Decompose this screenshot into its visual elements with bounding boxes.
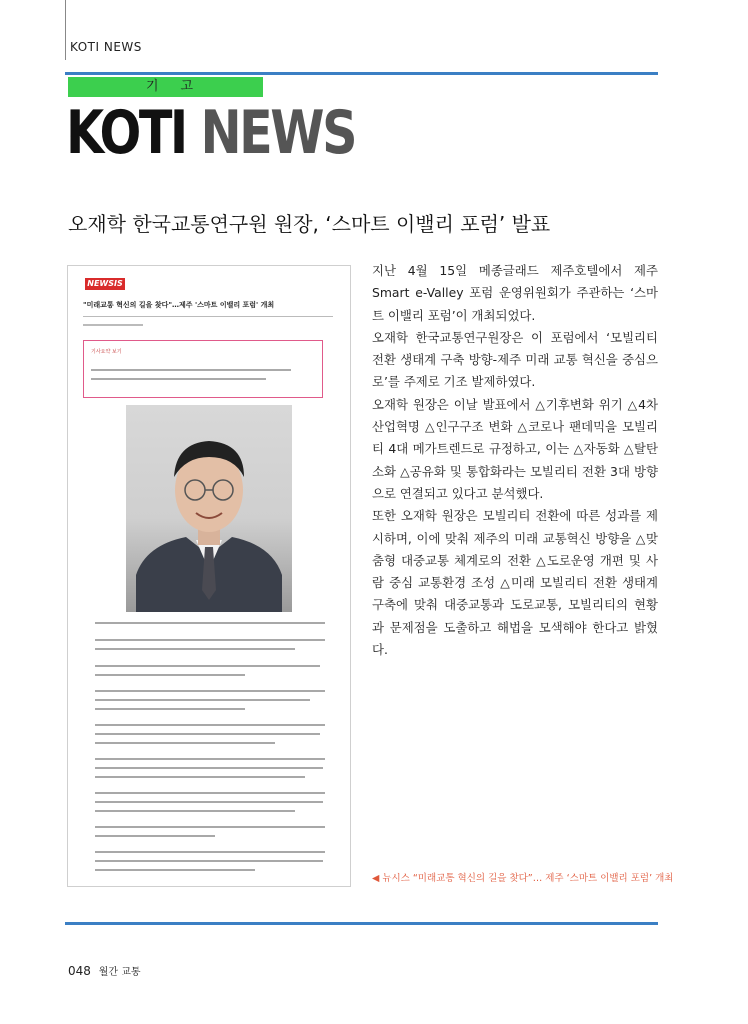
- section-label: KOTI NEWS: [70, 40, 142, 54]
- clipping-text-line: [95, 648, 295, 650]
- masthead-koti: KOTI: [66, 98, 186, 168]
- clipping-text-line: [95, 699, 310, 701]
- clipping-title: "미래교통 혁신의 길을 찾다"…제주 '스마트 이밸리 포럼' 개최: [83, 301, 275, 309]
- clipping-text-line: [95, 810, 295, 812]
- clipping-text-line: [95, 724, 325, 726]
- top-rule: [65, 72, 658, 75]
- clipping-text-line: [95, 622, 325, 624]
- clipping-summary-head: 기사요약 보기: [91, 349, 122, 355]
- bottom-rule: [65, 922, 658, 925]
- photo-caption: ◀ 뉴시스 “미래교통 혁신의 길을 찾다”… 제주 ‘스마트 이밸리 포럼’ 개최: [372, 873, 674, 884]
- clipping-text-line: [95, 690, 325, 692]
- clipping-text-line: [95, 851, 325, 853]
- clipping-text-line: [95, 776, 305, 778]
- clipping-text-line: [95, 665, 320, 667]
- portrait-illustration: [126, 405, 292, 612]
- portrait-photo: [126, 405, 292, 612]
- clipping-text-line: [95, 860, 323, 862]
- summary-line: [91, 369, 291, 371]
- clipping-text-line: [95, 674, 245, 676]
- clipping-divider: [83, 316, 333, 317]
- category-tag: 기고: [68, 77, 263, 97]
- page-number: 048: [68, 964, 91, 978]
- clipping-text-line: [95, 708, 245, 710]
- clipping-text-line: [95, 767, 323, 769]
- body-paragraph: 또한 오재학 원장은 모빌리티 전환에 따른 성과를 제시하며, 이에 맞춰 제주의 미래 교통혁신 방향을 △맞춤형 대중교통 체계로의 전환 △도로운영 개편 및 사람 중심 교통환경 조성 △미래 모빌리티 전환 생태계 구축에 맞춰 대중교통과 도로교통, 모빌리티의 현황과 문제점을 도출하고 해법을 모색해야 한다고 밝혔다.: [372, 508, 658, 658]
- clipping-text-line: [95, 869, 255, 871]
- clipping-byline: [83, 322, 143, 328]
- body-paragraph: 지난 4월 15일 메종글래드 제주호텔에서 제주 Smart e-Valley 포럼 운영위원회가 주관하는 ‘스마트 이밸리 포럼’이 개최되었다.: [372, 263, 658, 323]
- clipping-text-line: [95, 801, 323, 803]
- clipping-text-line: [95, 758, 325, 760]
- body-paragraph: 오재학 원장은 이날 발표에서 △기후변화 위기 △4차 산업혁명 △인구구조 변화 △코로나 팬데믹을 모빌리티 4대 메가트렌드로 규정하고, 이는 △자동화 △탈탄소화 △공유화 및 통합화라는 모빌리티 전환 3대 방향으로 연결되고 있다고 분석했다.: [372, 396, 658, 501]
- article-headline: 오재학 한국교통연구원 원장, ‘스마트 이밸리 포럼’ 발표: [68, 212, 551, 236]
- clipping-text-line: [95, 639, 325, 641]
- summary-line: [91, 378, 266, 380]
- newsis-logo: NEWSIS: [85, 278, 125, 290]
- clipping-text-line: [95, 733, 320, 735]
- clipping-text-line: [95, 835, 215, 837]
- page-footer: [68, 963, 141, 978]
- body-paragraph: 오재학 한국교통연구원장은 이 포럼에서 ‘모빌리티 전환 생태계 구축 방향-제주 미래 교통 혁신을 중심으로’를 주제로 기조 발제하였다.: [372, 329, 658, 390]
- masthead: [66, 98, 355, 168]
- margin-divider: [65, 0, 66, 60]
- clipping-text-line: [95, 742, 275, 744]
- masthead-news: NEWS: [200, 98, 356, 168]
- clipping-text-line: [95, 826, 325, 828]
- publication-name: 월간 교통: [98, 967, 141, 978]
- article-body: [372, 260, 658, 661]
- clipping-text-line: [95, 792, 325, 794]
